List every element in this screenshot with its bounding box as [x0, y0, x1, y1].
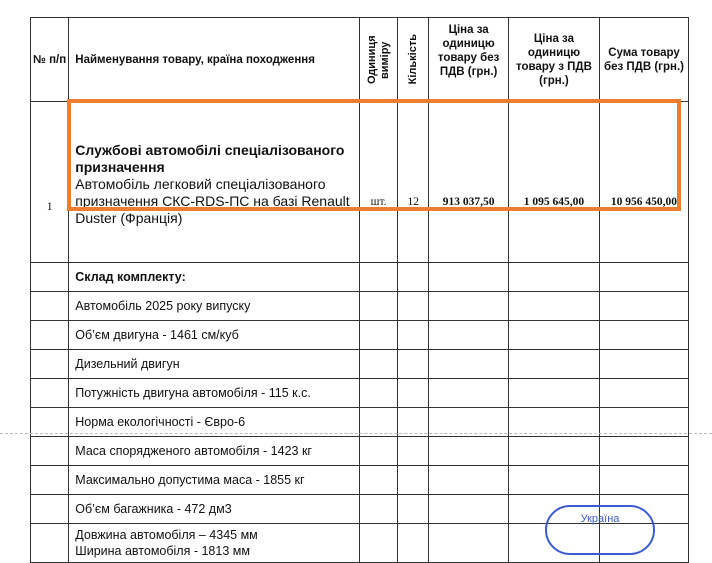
spec-line-dimensions [69, 524, 360, 563]
header-num: № п/п [31, 18, 69, 102]
spec-line: Маса спорядженого автомобіля - 1423 кг [69, 437, 360, 466]
table-row [31, 292, 689, 321]
header-unit: Одиниця виміру [359, 18, 397, 102]
specification-table [30, 17, 689, 563]
spec-width: Ширина автомобіля - 1813 мм [75, 544, 250, 558]
header-price-vat: Ціна за одиницю товару з ПДВ (грн.) [508, 18, 599, 102]
item-sum-no-vat: 10 956 450,00 [599, 102, 688, 263]
table-row [31, 379, 689, 408]
table-row [31, 466, 689, 495]
spec-line: Об’єм двигуна - 1461 см/куб [69, 321, 360, 350]
item-unit: шт. [359, 102, 397, 263]
spec-line: Автомобіль 2025 року випуску [69, 292, 360, 321]
item-price-no-vat: 913 037,50 [429, 102, 509, 263]
table-row [31, 321, 689, 350]
item-title: Службові автомобілі спеціалізованого призначення [75, 142, 345, 175]
spec-line: Потужність двигуна автомобіля - 115 к.с. [69, 379, 360, 408]
spec-length: Довжина автомобіля – 4345 мм [75, 528, 258, 542]
header-name: Найменування товару, країна походження [69, 18, 360, 102]
item-description [69, 102, 360, 263]
table-header-row [31, 18, 689, 102]
spec-line: Об’єм багажника - 472 дм3 [69, 495, 360, 524]
scan-fold-line [0, 433, 712, 434]
table-row [31, 102, 689, 263]
kit-heading: Склад комплекту: [69, 263, 360, 292]
item-number: 1 [31, 102, 69, 263]
spec-line: Дизельний двигун [69, 350, 360, 379]
item-body: Автомобіль легковий спеціалізованого призначення СКС-RDS-ПС на базі Renault Duster (Франція) [75, 176, 350, 226]
item-price-vat: 1 095 645,00 [508, 102, 599, 263]
header-price-no-vat: Ціна за одиницю товару без ПДВ (грн.) [429, 18, 509, 102]
table-row [31, 263, 689, 292]
header-qty: Кількість [398, 18, 429, 102]
official-stamp: Україна [545, 505, 655, 555]
table-row [31, 350, 689, 379]
item-qty: 12 [398, 102, 429, 263]
header-sum-no-vat: Сума товару без ПДВ (грн.) [599, 18, 688, 102]
spec-line: Максимально допустима маса - 1855 кг [69, 466, 360, 495]
spec-line: Норма екологічності - Євро-6 [69, 408, 360, 437]
table-row [31, 437, 689, 466]
